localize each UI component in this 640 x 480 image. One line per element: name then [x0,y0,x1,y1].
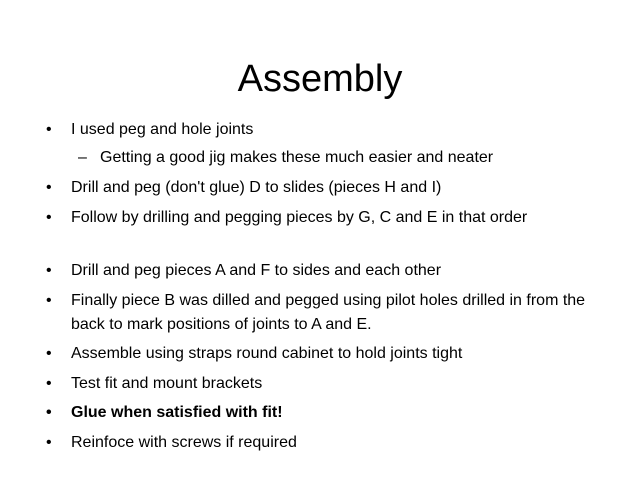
sub-bullet-text: Getting a good jig makes these much easier and neater [100,149,494,166]
bullet-text: Glue when satisfied with fit! [71,404,283,421]
bullet-text: I used peg and hole joints [71,121,254,138]
bullet-item [46,206,591,230]
bullet-item [46,342,591,366]
bullet-marker: • [46,209,52,226]
bullet-item [46,176,591,200]
bullet-text: Follow by drilling and pegging pieces by G, C and E in that order [71,209,528,226]
sub-bullet-item [78,146,600,170]
bullet-marker: • [46,434,52,451]
bullet-text: Test fit and mount brackets [71,375,263,392]
bullet-text: Assemble using straps round cabinet to hold joints tight [71,345,463,362]
bullet-marker: • [46,404,52,421]
bullet-marker: • [46,375,52,392]
bullet-marker: • [46,292,52,309]
bullet-marker: • [46,179,52,196]
bullet-marker: • [46,345,52,362]
bullet-item [46,289,591,337]
bullet-text: Reinfoce with screws if required [71,434,297,451]
bullet-text: Finally piece B was dilled and pegged using pilot holes drilled in from the back to mark positions of joints to A and E. [71,292,586,333]
sub-bullet-marker: – [78,149,87,166]
bullet-item [46,118,591,142]
bullet-item [46,259,591,283]
bullet-text: Drill and peg (don't glue) D to slides (pieces H and I) [71,179,442,196]
slide-title: Assembly [237,58,403,100]
bullet-item [46,372,591,396]
bullet-item [46,431,591,455]
bullet-marker: • [46,262,52,279]
bullet-text: Drill and peg pieces A and F to sides and each other [71,262,442,279]
bullet-item-emphasis [46,401,591,425]
bullet-marker: • [46,121,52,138]
